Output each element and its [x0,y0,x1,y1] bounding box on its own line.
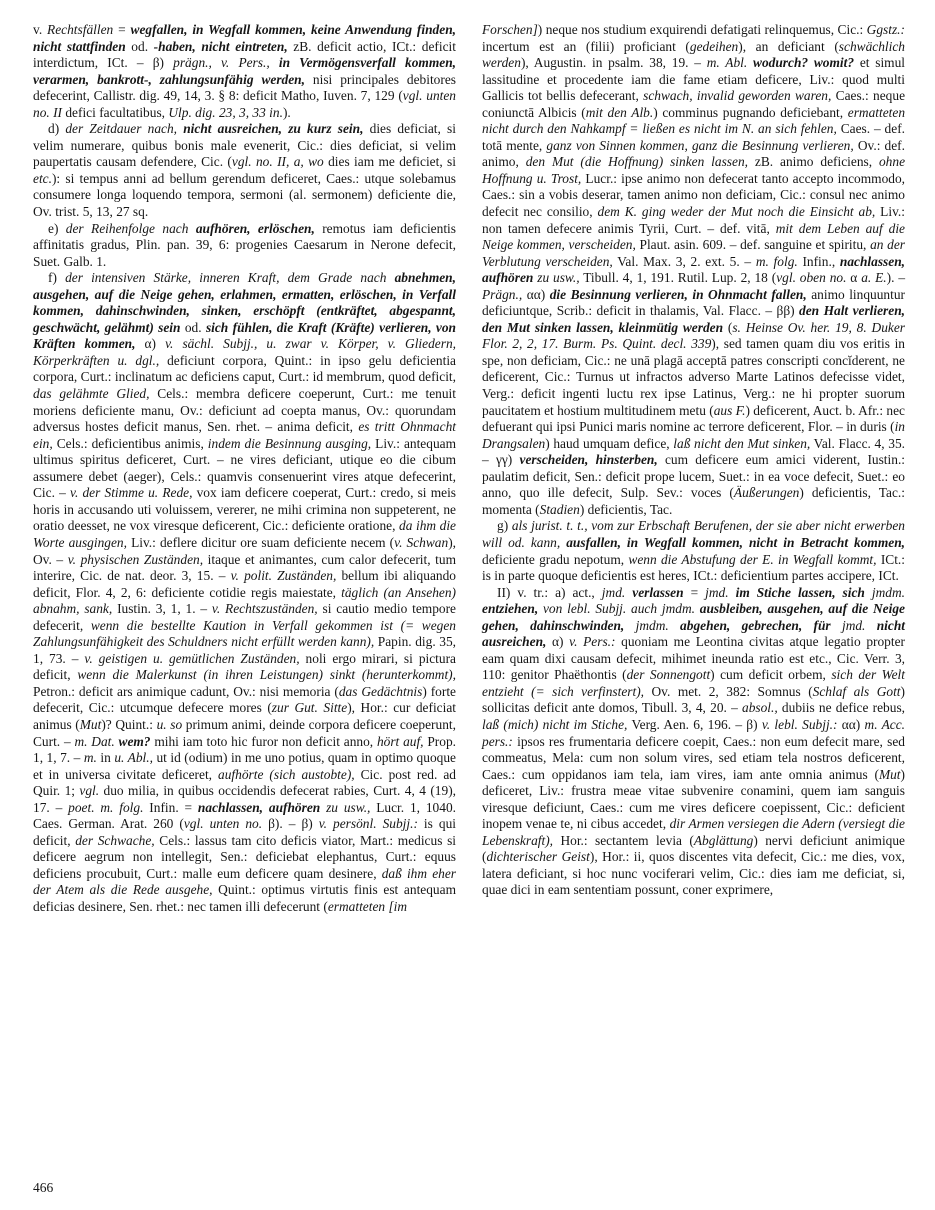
right-column [482,22,905,916]
page-number: 466 [33,1180,54,1195]
paragraph: d) der Zeitdauer nach, nicht ausreichen, zu kurz sein, dies deficiat, si velim numerare, quibus bonis male evenerit, Cic.: dies deficiat, si velim paupertatis causam defendere, Cic. (vgl. no. II, a, wo dies iam me deficiet, si etc.): si tempus anni ad bellum gerendum deficeret, Caes.: utque solebamus consumere longa loquendo tempora, sermoni (al. sermonem) deficiente die, Ov. trist. 5, 13, 27 sq. [33,121,456,220]
paragraph: v. Rechtsfällen = wegfallen, in Wegfall kommen, keine Anwendung finden, nicht stattfinden od. -haben, nicht eintreten, zB. deficit actio, ICt.: deficit interdictum, ICt. – β) prägn., v. Pers., in Vermögensverfall kommen, verarmen, bankrott-, zahlungsunfähig werden, nisi principales debitores defecerint, Callistr. dig. 49, 14, 3. § 8: deficit Matho, Iuven. 7, 129 (vgl. unten no. II defici facultatibus, Ulp. dig. 23, 3, 33 in.). [33,22,457,120]
left-column [33,22,456,916]
paragraph: e) der Reihenfolge nach aufhören, erlöschen, remotus iam deficientis affinitatis gradus, Plin. pan. 39, 6: progenies Caesarum in Nerone defecit, Suet. Galb. 1. [33,220,456,269]
page-footer [33,1180,53,1196]
paragraph: II) v. tr.: a) act., jmd. verlassen = jmd. im Stiche lassen, sich jmdm. entziehen, von lebl. Subjj. auch jmdm. ausbleiben, ausgehen, auf die Neige gehen, dahinschwinden, jmdm. abgehen, gebrechen, für jmd. nicht ausreichen, α) v. Pers.: quoniam me Leontina civitas atque legatio propter eam quam dixi causam defecit, mihimet ineunda ratio est etc., Cic. Verr. 3, 110: genitor Phaëthontis (der Sonnengott) cum deficit orbem, sich der Welt entzieht (= sich verfinstert), Ov. met. 2, 382: Somnus (Schlaf als Gott) sollicitas deficit ante domos, Tibull. 3, 4, 20. – absol., dubiis ne defice rebus, laß (mich) nicht im Stiche, Verg. Aen. 6, 196. – β) v. lebl. Subjj.: αα) m. Acc. pers.: ipsos res frumentaria deficere coepit, Caes.: non eum defecit mare, sed commeatus, Mela: cum non solum vires, sed etiam tela nostros deficerent, Caes.: cum oppidanos iam tela, iam vires, iam ante omnia animus (Mut) deficeret, Liv.: frustra meae vitae subvenire conamini, quem iam sanguis viresque deficiunt, Caes.: cum me vires deficere coepissent, Cic.: deficient inopem venae te, ni cibus accedet, dir Armen versiegen die Adern (versiegt die Lebenskraft), Hor.: sectantem levia (Abglättung) nervi deficiunt animique (dichterischer Geist), Hor.: ii, quos discentes vita defecit, Cic.: me dies, vox, latera deficiant, si hoc nunc vociferari velim, Cic.: dies iam me deficiat, si, quae dici in eam sententiam possunt, coner exprimere, [482,584,906,898]
paragraph: g) als jurist. t. t., vom zur Erbschaft Berufenen, der sie aber nicht erwerben will od. kann, ausfallen, in Wegfall kommen, nicht in Betracht kommen, deficiente gradu nepotum, wenn die Abstufung der E. in Wegfall kommt, ICt.: is in parte quoque deficientis est heres, ICt.: deficientium partes accipere, ICt. [482,518,906,584]
text-columns [33,22,905,916]
paragraph: Forschen]) neque nos studium exquirendi defatigati relinquemus, Cic.: Ggstz.: incertum est an (filii) proficiant (gedeihen), an deficiant (schwächlich werden), Augustin. in psalm. 38, 19. – m. Abl. wodurch? womit? et simul lassitudine et procedente iam die fame etiam deficere, Liv.: quod multi Gallicis tot bellis defecerant, schwach, invalid geworden waren, Caes.: neque coniunctā Albicis (mit den Alb.) comminus pugnando deficiebant, ermatteten nicht durch den Nahkampf = ließen es nicht im N. an sich fehlen, Caes. – def. totā mente, ganz von Sinnen kommen, ganz die Besinnung verlieren, Ov.: def. animo, den Mut (die Hoffnung) sinken lassen, zB. animo deficiens, ohne Hoffnung u. Trost, Lucr.: ipse animo non defecerat tanto accepto incommodo, Caes.: sin a vobis deserar, tamen animo non deficiam, Cic.: consul nec animo defecit nec consilio, dem K. ging weder der Mut noch die Einsicht ab, Liv.: non tamen defecere animis Tyrii, Curt. – def. vitā, mit dem Leben auf die Neige kommen, verscheiden, Plaut. asin. 609. – def. sanguine et spiritu, an der Verblutung verscheiden, Val. Max. 3, 2. ext. 5. – m. folg. Infin., nachlassen, aufhören zu usw., Tibull. 4, 1, 191. Rutil. Lup. 2, 18 (vgl. oben no. α a. E.). – Prägn., αα) die Besinnung verlieren, in Ohnmacht fallen, animo linquuntur deficiuntque, Scrib.: deficit in thalamis, Val. Flacc. – ββ) den Halt verlieren, den Mut sinken lassen, kleinmütig werden (s. Heinse Ov. her. 19, 8. Duker Flor. 2, 2, 17. Burm. Ps. Quint. decl. 339), sed tamen quam diu vos eritis in spe, non deficiam, Cic.: ne unā plagā acceptā patres conscripti concĭderent, ne deficerent, Cic.: Turnus ut infractos adverso Marte Latinos defecisse videt, Verg.: deficit ingenti luctu rex ipse Latinus, Verg.: ne hi propter suorum paucitatem et hostium multitudinem metu (aus F.) deficerent, Auct. b. Afr.: nec defuerant qui ipsi Punici maris nomine ac terrore deficerent, Flor. – in duris (in Drangsalen) haud umquam defice, laß nicht den Mut sinken, Val. Flacc. 4, 35. – γγ) verscheiden, hinsterben, cum deficere eum amici viderent, Iustin.: paulatim deficit, Sen.: deficit prope lucem, Suet.: in ea voce defecit, Suet.: eo anno, quo ille defecit, Sulp. Sev.: voces (Äußerungen) deficientis, Tac.: momenta (Stadien) deficientis, Tac. [482,22,906,517]
paragraph: f) der intensiven Stärke, inneren Kraft, dem Grade nach abnehmen, ausgehen, auf die Neige gehen, erlahmen, ermatten, erlöschen, in Verfall kommen, dahinschwinden, sinken, erschöpft (entkräftet, abgespannt, geschwächt, gelähmt) sein od. sich fühlen, die Kraft (Kräfte) verlieren, von Kräften kommen, α) v. sächl. Subjj., u. zwar v. Körper, v. Gliedern, Körperkräften u. dgl., deficiunt corpora, Quint.: in ipso gelu deficientia corpora, Curt.: inclinatum ac deficiens caput, Curt.: id membrum, quod deficit, das gelähmte Glied, Cels.: membra deficere coeperunt, Curt.: me tenuit moriens deficiente manu, Ov.: deficiunt ad coepta manus, Ov.: quorundam adversus hostes deficit manus, Sen. rhet. – anima deficit, es tritt Ohnmacht ein, Cels.: deficientibus animis, indem die Besinnung ausging, Liv.: antequam ultimus spiritus deficeret, Curt. – ne vires deficiant, utique eo die cibum assumere debet (aeger), Cels.: quamvis consenuerint vires atque defecerint, Cic. – v. der Stimme u. Rede, vox iam deficere coeperat, Curt.: credo, si meis horis in accusando uti voluissem, vererer, ne mihi crimina non suppeterent, ne oratio deesset, ne vox viresque deficerent, Cic.: deficiente oratione, da ihm die Worte ausgingen, Liv.: deflere dicitur ore suam deficiente necem (v. Schwan), Ov. – v. physischen Zuständen, itaque et animantes, cum calor defecerit, tum interire, Cic. de nat. deor. 3, 15. – v. polit. Zuständen, bellum ibi aliquando deficit, Flor. 4, 2, 6: deficiente cotidie regis maiestate, täglich (an Ansehen) abnahm, sank, Iustin. 3, 1, 1. – v. Rechtszuständen, si cautio medio tempore defecerit, wenn die bestellte Kaution in Verfall gekommen ist (= wegen Zahlungsunfähigkeit des Schuldners nicht erfüllt werden kann), Papin. dig. 35, 1, 73. – v. geistigen u. gemütlichen Zuständen, noli ergo mirari, si pictura deficit, wenn die Malerkunst (in ihren Leistungen) sinkt (herunterkommt), Petron.: deficit ars animique cadunt, Ov.: nisi memoria (das Gedächtnis) forte defecerit, Cic.: utcumque defecere mores (zur Gut. Sitte), Hor.: cur deficiat animus (Mut)? Quint.: u. so primum animi, deinde corpora deficere coeperunt, Curt. – m. Dat. wem? mihi iam toto hic furor non deficit anno, hört auf, Prop. 1, 1, 7. – m. in u. Abl., ut id (odium) in me uno potius, quam in optimo quoque et in universa civitate deficeret, aufhörte (sich austobte), Cic. post red. ad Quir. 1; vgl. duo milia, in quibus occidendis defecerat rabies, Curt. 4, 4 (19), 17. – poet. m. folg. Infin. = nachlassen, aufhören zu usw., Lucr. 1, 1040. Caes. German. Arat. 260 (vgl. unten no. β). – β) v. persönl. Subjj.: is qui deficit, der Schwache, Cels.: lassus tam cito deficis viator, Mart.: medicus si deficere aegrum non intellegit, Sen.: deficiebat elephantus, Curt.: equus deficiens procubuit, Curt.: malle eum deficere quam desinere, daß ihm eher der Atem als die Rede ausgehe, Quint.: optimus virtutis finis est antequam deficias desinere, Sen. rhet.: nec tamen illi defecerunt (ermatteten [im [33,270,457,914]
